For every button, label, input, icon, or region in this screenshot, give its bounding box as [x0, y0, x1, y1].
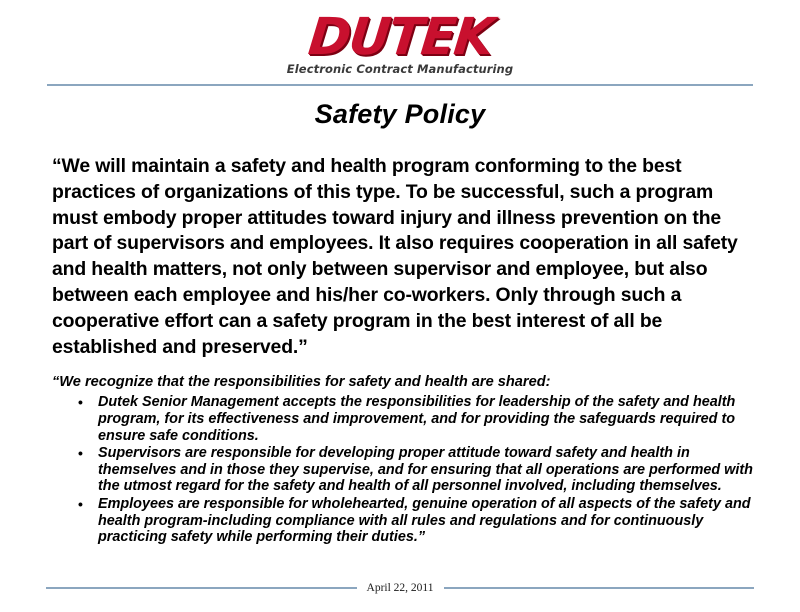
responsibilities-intro: “We recognize that the responsibilities for safety and health are shared:	[52, 374, 551, 391]
list-item	[78, 394, 760, 444]
dutek-logo	[286, 8, 514, 76]
list-item-text: Dutek Senior Management accepts the responsibilities for leadership of the safety and health program, for its effectiveness and improvement, and for providing the safeguards required to ensure safe conditions.	[98, 394, 736, 444]
page-title: Safety Policy	[314, 99, 486, 129]
responsibilities-list	[78, 394, 760, 545]
header-divider	[47, 84, 753, 86]
document-header	[0, 0, 800, 78]
logo-tagline: Electronic Contract Manufacturing	[286, 62, 514, 76]
footer-date: April 22, 2011	[366, 582, 434, 594]
bullet-icon: •	[78, 495, 83, 512]
footer-divider-right	[444, 587, 755, 589]
main-policy-statement: “We will maintain a safety and health program conforming to the best practices of organizations of this type. To be successful, such a program must embody proper attitudes toward injury and illness prevention on the part of supervisors and employees. It also requires cooperation in all safety and health matters, not only between supervisor and employee, but also between each employee and his/her co-workers. Only through such a cooperative effort can a safety program in the best interest of all be established and preserved.”	[52, 155, 738, 358]
list-item-text: Employees are responsible for wholehearted, genuine operation of all aspects of the safety and health program-including compliance with all rules and regulations and for continuously practicing safety while performing their duties.”	[98, 495, 751, 546]
document-footer	[0, 582, 800, 594]
list-item-text: Supervisors are responsible for developing proper attitude toward safety and health in themselves and in those they supervise, and for ensuring that all operations are performed with the utmost regard for the safety and health of all personnel involved, including themselves.	[98, 445, 753, 495]
bullet-icon: •	[78, 394, 83, 411]
list-item	[78, 445, 760, 495]
logo-wordmark: DUTEK	[305, 8, 495, 67]
bullet-icon: •	[78, 445, 83, 462]
footer-divider-left	[46, 587, 357, 589]
list-item	[78, 496, 760, 546]
